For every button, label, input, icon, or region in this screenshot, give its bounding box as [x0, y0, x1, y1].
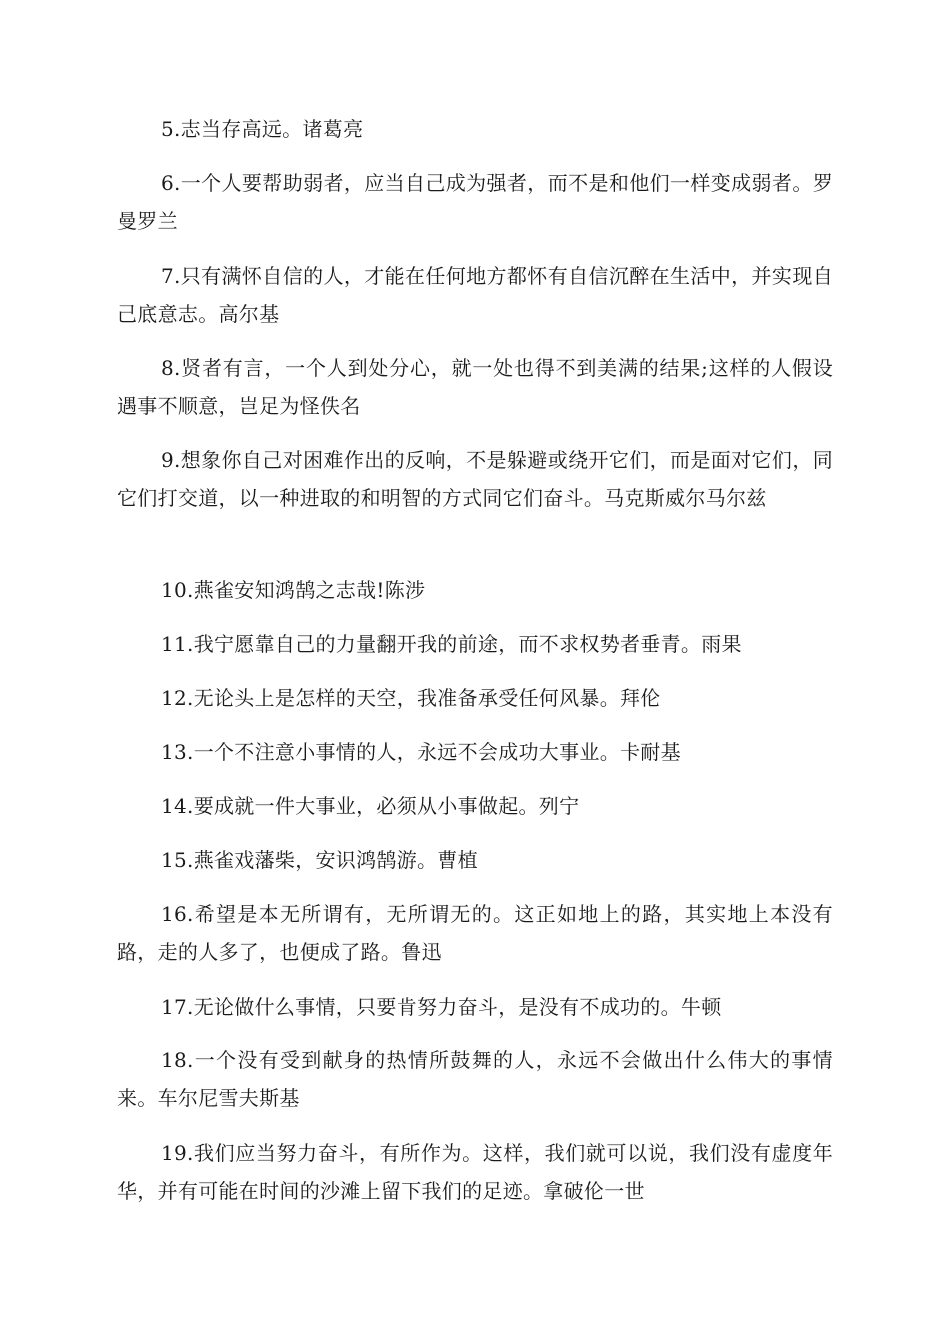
- quote-14: 14.要成就一件大事业，必须从小事做起。列宁: [161, 794, 580, 818]
- quote-6: 6.一个人要帮助弱者，应当自己成为强者，而不是和他们一样变成弱者。罗曼罗兰: [117, 171, 833, 233]
- quote-16: 16.希望是本无所谓有，无所谓无的。这正如地上的路，其实地上本没有路，走的人多了，也便成了路。鲁迅: [117, 902, 833, 964]
- quote-17: 17.无论做什么事情，只要肯努力奋斗，是没有不成功的。牛顿: [161, 995, 722, 1019]
- quote-19: 19.我们应当努力奋斗，有所作为。这样，我们就可以说，我们没有虚度年华，并有可能在时间的沙滩上留下我们的足迹。拿破伦一世: [117, 1141, 833, 1203]
- quote-5: 5.志当存高远。诸葛亮: [161, 117, 364, 141]
- quote-8: 8.贤者有言，一个人到处分心，就一处也得不到美满的结果;这样的人假设遇事不顺意，岂足为怪佚名: [117, 356, 833, 418]
- quote-9: 9.想象你自己对困难作出的反响，不是躲避或绕开它们，而是面对它们，同它们打交道，以一种进取的和明智的方式同它们奋斗。马克斯威尔马尔兹: [117, 448, 833, 510]
- quote-18: 18.一个没有受到献身的热情所鼓舞的人，永远不会做出什么伟大的事情来。车尔尼雪夫斯基: [117, 1048, 833, 1110]
- quote-13: 13.一个不注意小事情的人，永远不会成功大事业。卡耐基: [161, 740, 681, 764]
- quote-15: 15.燕雀戏藩柴，安识鸿鹄游。曹植: [161, 848, 478, 872]
- document-page: [117, 0, 833, 1344]
- quote-12: 12.无论头上是怎样的天空，我准备承受任何风暴。拜伦: [161, 686, 661, 710]
- quote-11: 11.我宁愿靠自己的力量翻开我的前途，而不求权势者垂青。雨果: [161, 632, 742, 656]
- quote-7: 7.只有满怀自信的人，才能在任何地方都怀有自信沉醉在生活中，并实现自己底意志。高尔基: [117, 264, 833, 326]
- quote-10: 10.燕雀安知鸿鹄之志哉!陈涉: [161, 578, 426, 602]
